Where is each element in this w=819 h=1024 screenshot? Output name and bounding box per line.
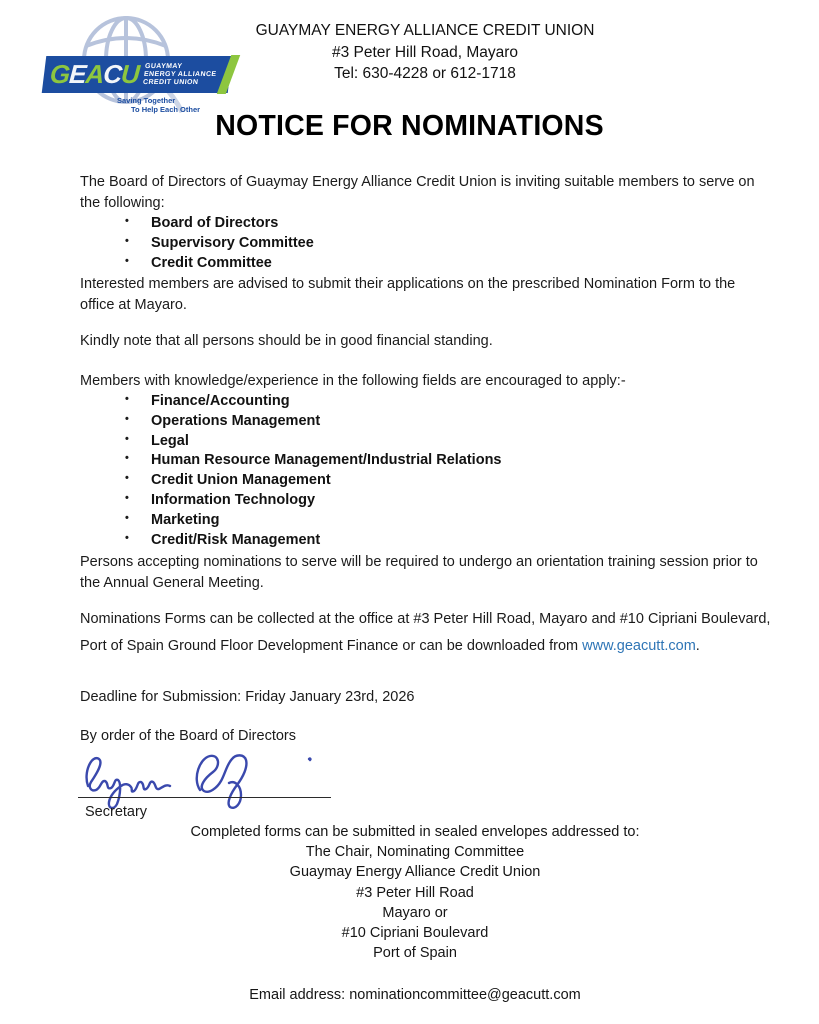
secretary-label: Secretary xyxy=(85,804,148,820)
website-link[interactable]: www.geacutt.com xyxy=(582,638,696,654)
org-phone: Tel: 630-4228 or 612-1718 xyxy=(334,65,516,82)
orientation-paragraph: Persons accepting nominations to serve will be required to undergo an orientation training session prior to the Annual General Meeting. xyxy=(80,554,758,591)
list-item: • Human Resource Management/Industrial Relations xyxy=(125,451,725,471)
list-item: • Information Technology xyxy=(125,491,725,511)
logo-letter: E xyxy=(68,59,87,89)
tagline-line: To Help Each Other xyxy=(131,105,201,114)
footer-line: Completed forms can be submitted in sealed envelopes addressed to: xyxy=(190,824,640,840)
list-item: • Credit/Risk Management xyxy=(125,531,725,551)
footer-line: Port of Spain xyxy=(373,945,457,962)
logo-letter: U xyxy=(120,59,141,89)
list-item: • Legal xyxy=(125,432,725,452)
fields-intro-paragraph: Members with knowledge/experience in the following fields are encouraged to apply:- xyxy=(80,373,626,389)
forms-paragraph xyxy=(80,606,772,660)
logo-org-line: GUAYMAY xyxy=(144,62,183,70)
forms-text-end: . xyxy=(695,638,700,654)
logo-letter: C xyxy=(102,59,123,89)
kindly-note-paragraph: Kindly note that all persons should be in good financial standing. xyxy=(80,333,493,349)
submission-address-block xyxy=(0,822,819,963)
interested-paragraph: Interested members are advised to submit their applications on the prescribed Nomination Form to the office at Mayaro. xyxy=(80,276,736,313)
footer-line: #10 Cipriani Boulevard xyxy=(341,925,489,942)
logo-letter: A xyxy=(84,59,105,89)
list-item: • Operations Management xyxy=(125,412,725,432)
logo-org-line: ENERGY ALLIANCE xyxy=(143,70,217,78)
footer-line: The Chair, Nominating Committee xyxy=(305,844,525,861)
list-item: • Supervisory Committee xyxy=(125,233,725,253)
letterhead xyxy=(130,20,720,85)
forms-text: Nominations Forms can be collected at the office at #3 Peter Hill Road, Mayaro and #10 Cipriani Boulevard, Port of Spain Ground Floor Development Finance or can be downloaded from xyxy=(80,611,771,654)
org-name: GUAYMAY ENERGY ALLIANCE CREDIT UNION xyxy=(255,22,595,39)
logo-acronym xyxy=(43,59,140,90)
positions-list xyxy=(125,213,725,273)
footer-line: #3 Peter Hill Road xyxy=(356,884,474,901)
footer-line: Mayaro or xyxy=(382,904,448,921)
list-item: • Credit Union Management xyxy=(125,471,725,491)
fields-list xyxy=(125,392,725,550)
signature-line xyxy=(78,797,331,798)
secretary-signature xyxy=(78,746,334,812)
deadline-paragraph: Deadline for Submission: Friday January 23rd, 2026 xyxy=(80,689,415,705)
logo-org-line: CREDIT UNION xyxy=(142,78,199,86)
list-item: • Marketing xyxy=(125,511,725,531)
email-address-line: Email address: nominationcommittee@geacutt.com xyxy=(249,987,581,1003)
logo-letter: G xyxy=(48,59,71,89)
tagline-line: Saving Together xyxy=(117,96,176,105)
page-title: NOTICE FOR NOMINATIONS xyxy=(215,110,604,142)
by-order-paragraph: By order of the Board of Directors xyxy=(80,728,296,744)
org-address: #3 Peter Hill Road, Mayaro xyxy=(331,43,519,61)
list-item: • Finance/Accounting xyxy=(125,392,725,412)
list-item: • Credit Committee xyxy=(125,253,725,273)
intro-paragraph: The Board of Directors of Guaymay Energy Alliance Credit Union is inviting suitable members to serve on the following: xyxy=(80,174,755,211)
list-item: • Board of Directors xyxy=(125,213,725,233)
footer-line: Guaymay Energy Alliance Credit Union xyxy=(289,864,541,881)
